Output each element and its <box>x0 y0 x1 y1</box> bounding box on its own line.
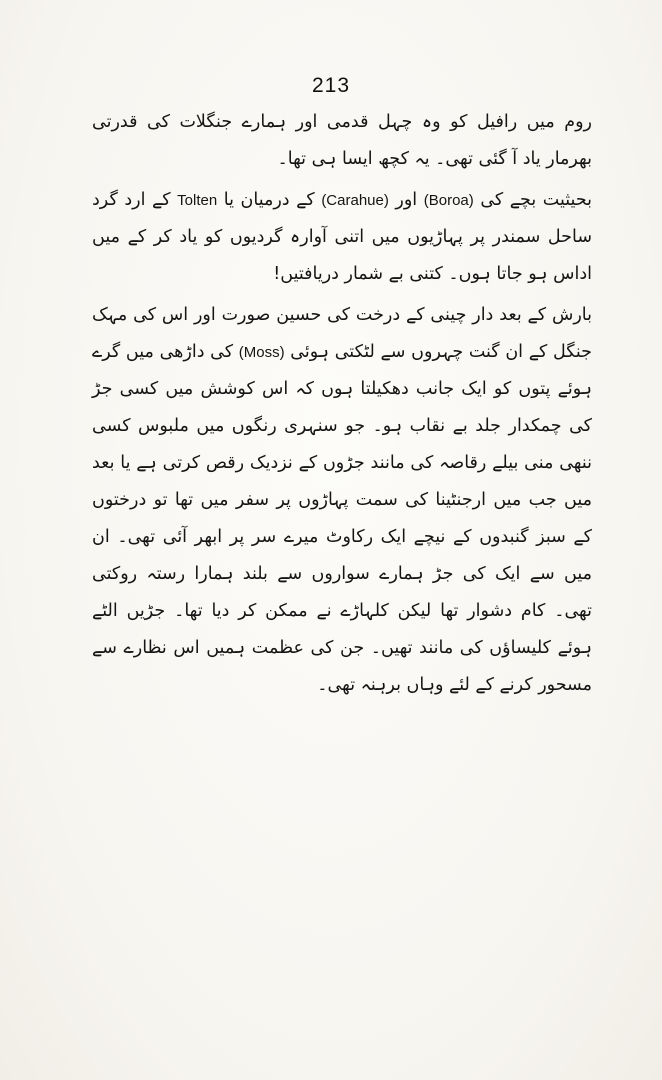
paragraph-text: بحیثیت بچے کی <box>473 190 592 210</box>
latin-term: (Carahue) <box>321 192 389 209</box>
paragraph-text: کے ارد گرد ساحل سمندر پر پہاڑیوں میں اتنی آوارہ گردیوں کو یاد کر کے میں اداس ہو جاتا ہوں۔ کتنی بے شمار دریافتیں! <box>92 190 592 284</box>
paragraph-text: کے درمیان یا <box>217 190 322 210</box>
latin-term: (Moss) <box>238 344 285 361</box>
page-number: 213 <box>311 74 351 97</box>
paragraph-3 <box>92 297 592 704</box>
latin-term: (Boroa) <box>423 192 474 209</box>
body-text <box>92 104 592 708</box>
paragraph-1 <box>92 104 592 178</box>
paragraph-2 <box>92 182 592 293</box>
paragraph-text: روم میں رافیل کو وہ چہل قدمی اور ہمارے جنگلات کی قدرتی بھرمار یاد آ گئی تھی۔ یہ کچھ ایسا ہی تھا۔ <box>92 112 592 169</box>
paragraph-text: اور <box>388 190 424 210</box>
paragraph-text: بارش کے بعد دار چینی کے درخت کی حسین صورت اور اس کی مہک جنگل کے ان گنت چہروں سے لٹکتی ہوئی <box>92 305 592 362</box>
paragraph-text: کی داڑھی میں گرے ہوئے پتوں کو ایک جانب دھکیلتا ہوں کہ اس کوشش میں کسی جڑ کی چمکدار جلد بے نقاب ہو۔ جو سنہری رنگوں میں ملبوس کسی ننھی منی بیلے رقاصہ کی مانند جڑوں کے نزدیک رقص کرتی ہے یا بعد میں جب میں ارجنٹینا کی سمت پہاڑوں پر سفر میں تھا تو درختوں کے سبز گنبدوں کے نیچے ایک رکاوٹ میرے سر پر ابھر آئی تھی۔ ان میں سے ایک کی جڑ ہمارے سواروں سے بلند ہمارا رستہ روکتی تھی۔ کام دشوار تھا لیکن کلہاڑے نے ممکن کر دیا تھا۔ جڑیں الٹے ہوئے کلیساؤں کی مانند تھیں۔ جن کی عظمت ہمیں اس نظارے سے مسحور کرنے کے لئے وہاں برہنہ تھی۔ <box>92 342 592 695</box>
latin-term: Tolten <box>177 192 218 209</box>
